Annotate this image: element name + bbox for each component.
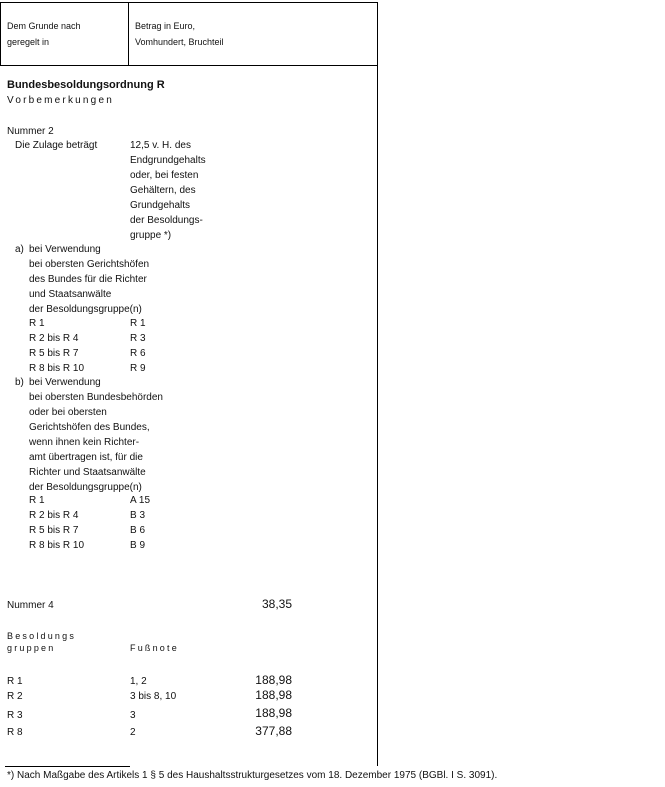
- item-a-line: bei obersten Gerichtshöfen: [29, 259, 150, 270]
- mapping-to: B 3: [130, 510, 146, 521]
- mapping-from: R 5 bis R 7: [29, 525, 79, 536]
- mapping-from: R 8 bis R 10: [29, 363, 85, 374]
- table-row-footnote: 2: [130, 727, 136, 738]
- mapping-from: R 8 bis R 10: [29, 540, 85, 551]
- table-row-amount: 377,88: [255, 724, 292, 738]
- table-row-group: R 3: [7, 710, 23, 721]
- mapping-to: A 15: [130, 495, 151, 506]
- item-b-line: bei Verwendung: [29, 377, 101, 388]
- item-b-line: amt übertragen ist, für die: [29, 452, 143, 463]
- mapping-to: R 9: [130, 363, 146, 374]
- mapping-from: R 5 bis R 7: [29, 348, 79, 359]
- mapping-from: R 1: [29, 318, 45, 329]
- zulage-line: der Besoldungs-: [130, 215, 203, 226]
- table-row-footnote: 3 bis 8, 10: [130, 691, 177, 702]
- table-row-amount: 188,98: [255, 706, 292, 720]
- item-a-line: und Staatsanwälte: [29, 289, 112, 300]
- mapping-from: R 2 bis R 4: [29, 510, 79, 521]
- header-col1-line1: Dem Grunde nach: [7, 21, 81, 31]
- table-row-amount: 188,98: [255, 673, 292, 687]
- header-column-divider: [128, 2, 129, 66]
- table-row-footnote: 3: [130, 710, 136, 721]
- table-col2-header: Fußnote: [130, 643, 179, 653]
- table-left-border: [0, 2, 1, 66]
- zulage-line: gruppe *): [130, 230, 172, 241]
- zulage-line: Gehältern, des: [130, 185, 196, 196]
- zulage-text: [130, 138, 206, 243]
- item-a-to-list: [130, 316, 146, 376]
- table-row-group: R 1: [7, 676, 23, 687]
- zulage-line: Grundgehalts: [130, 200, 191, 211]
- zulage-line: Endgrundgehalts: [130, 155, 206, 166]
- footnote-text: *) Nach Maßgabe des Artikels 1 § 5 des Haushaltsstrukturgesetzes vom 18. Dezember 1975 (BGBl. I S. 3091).: [7, 770, 498, 781]
- item-b-text: [29, 375, 163, 495]
- nummer4-label: Nummer 4: [7, 600, 54, 611]
- table-col1-header-line2: gruppen: [7, 643, 56, 653]
- table-row-group: R 8: [7, 727, 23, 738]
- mapping-to: R 1: [130, 318, 146, 329]
- table-col1-header-line1: Besoldungs: [7, 631, 77, 641]
- mapping-to: R 6: [130, 348, 146, 359]
- table-row-amount: 188,98: [255, 688, 292, 702]
- zulage-label: Die Zulage beträgt: [15, 140, 98, 151]
- header-bottom-border: [0, 65, 377, 66]
- nummer4-amount: 38,35: [261, 597, 292, 611]
- mapping-from: R 1: [29, 495, 45, 506]
- zulage-line: oder, bei festen: [130, 170, 199, 181]
- item-a-line: des Bundes für die Richter: [29, 274, 147, 285]
- nummer2-label: Nummer 2: [7, 126, 54, 137]
- mapping-from: R 2 bis R 4: [29, 333, 79, 344]
- mapping-to: B 9: [130, 540, 146, 551]
- item-b-to-list: [130, 493, 150, 553]
- item-a-line: der Besoldungsgruppe(n): [29, 304, 142, 315]
- header-col1-line2: geregelt in: [7, 37, 50, 47]
- item-a-line: bei Verwendung: [29, 244, 101, 255]
- table-row-footnote: 1, 2: [130, 676, 147, 687]
- section-subtitle: Vorbemerkungen: [7, 95, 114, 106]
- mapping-to: B 6: [130, 525, 146, 536]
- mapping-to: R 3: [130, 333, 146, 344]
- header-col2-line1: Betrag in Euro,: [135, 21, 196, 31]
- item-b-line: oder bei obersten: [29, 407, 107, 418]
- item-b-marker: b): [15, 377, 24, 388]
- item-b-line: Gerichtshöfen des Bundes,: [29, 422, 150, 433]
- section-title: Bundesbesoldungsordnung R: [7, 79, 165, 91]
- item-b-line: der Besoldungsgruppe(n): [29, 482, 142, 493]
- item-a-marker: a): [15, 244, 24, 255]
- table-right-border: [377, 2, 378, 766]
- footnote-separator: [5, 766, 130, 767]
- table-row-group: R 2: [7, 691, 23, 702]
- item-b-from-list: [29, 493, 84, 553]
- item-b-line: wenn ihnen kein Richter-: [29, 437, 140, 448]
- item-a-from-list: [29, 316, 84, 376]
- zulage-line: 12,5 v. H. des: [130, 140, 191, 151]
- header-col2-line2: Vomhundert, Bruchteil: [135, 37, 224, 47]
- table-top-border: [0, 2, 377, 3]
- item-b-line: bei obersten Bundesbehörden: [29, 392, 163, 403]
- item-a-text: [29, 242, 149, 317]
- item-b-line: Richter und Staatsanwälte: [29, 467, 146, 478]
